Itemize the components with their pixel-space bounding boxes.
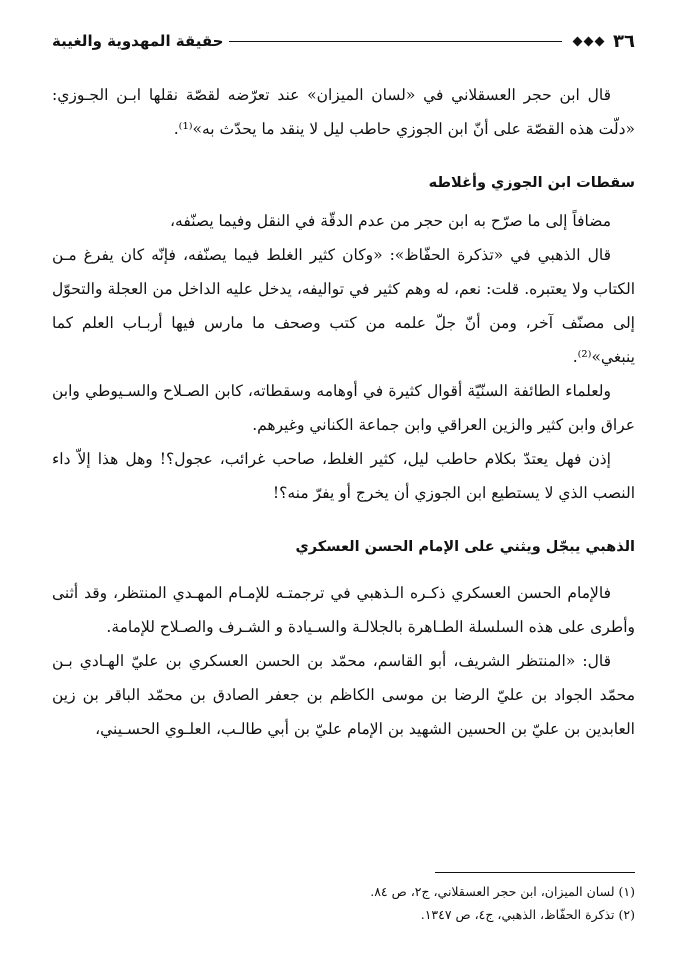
footnote-1: (١) لسان الميزان، ابن حجر العسقلاني، ج٢، ص ٨٤. <box>370 884 635 899</box>
paragraph-added-to: مضافاً إلى ما صرّح به ابن حجر من عدم الدقّة في النقل وفيما يصنّفه، <box>170 212 611 230</box>
paragraph-lineage-quote: قال: «المنتظر الشريف، أبو القاسم، محمّد بن الحسن العسكري بن عليّ الهـادي بـن محمّد الجواد بن عليّ الرضا بن موسى الكاظم بن جعفر الصادق بن محمّد الباقر بن زين العابدين بن عليّ بن الحسين الشهيد بن الإمام عليّ بن أبي طالـب، العلـوي الحسـيني، <box>52 652 635 738</box>
footnote-separator <box>435 872 635 873</box>
header-rule <box>229 41 562 42</box>
header-ornament-icon <box>574 38 603 45</box>
paragraph-sunni-scholars: ولعلماء الطائفة السنّيّة أقوال كثيرة في أوهامه وسقطاته، كابن الصـلاح والسـيوطي وابن عراق وابن كثير والزين العراقي وابن جماعة الكناني وغيرهم. <box>52 382 635 434</box>
page-number: ٣٦ <box>613 30 635 52</box>
running-header <box>52 30 635 52</box>
footnotes <box>52 880 635 926</box>
page-body <box>52 78 635 746</box>
section-heading-ibn-jawzi-errors: سقطات ابن الجوزي وأغلاطه <box>428 175 635 191</box>
section-heading-dhahabi-praise: الذهبي يبجّل ويثني على الإمام الحسن العسكري <box>295 539 635 555</box>
footnote-2: (٢) تذكرة الحفّاظ، الذهبي، ج٤، ص ١٣٤٧. <box>420 907 635 922</box>
paragraph-ibn-hajar-quote: قال ابن حجر العسقلاني في «لسان الميزان» عند تعرّضه لقصّة نقلها ابـن الجـوزي: «دلّت هذه القصّة على أنّ ابن الجوزي حاطب ليل لا ينقد ما يحدّث به»⁽¹⁾. <box>52 86 635 138</box>
paragraph-conclusion: إذن فهل يعتدّ بكلام حاطب ليل، كثير الغلط، صاحب غرائب، عجول؟! وهل هذا إلاّ داء النصب الذي لا يستطيع ابن الجوزي أن يخرج أو يفرّ منه؟! <box>52 450 635 502</box>
paragraph-dhahabi-tadhkira: قال الذهبي في «تذكرة الحفّاظ»: «وكان كثير الغلط فيما يصنّفه، فإنّه كان يفرغ مـن الكتاب ولا يعتبره. قلت: نعم، له وهم كثير في تواليفه، يدخل عليه الداخل من العجلة والتحوّل إلى مصنّف آخر، ومن أنّ جلّ علمه من كتب وصحف ما مارس فيها أربـاب العلم كما ينبغي»⁽²⁾. <box>52 246 635 366</box>
paragraph-imam-askari: فالإمام الحسن العسكري ذكـره الـذهبي في ترجمتـه للإمـام المهـدي المنتظر، وقد أثنى وأطرى على هذه السلسلة الطـاهرة بالجلالـة والسـيادة و الشـرف والصـلاح للإمامة. <box>52 584 635 636</box>
book-title: حقيقة المهدوية والغيبة <box>52 32 224 50</box>
